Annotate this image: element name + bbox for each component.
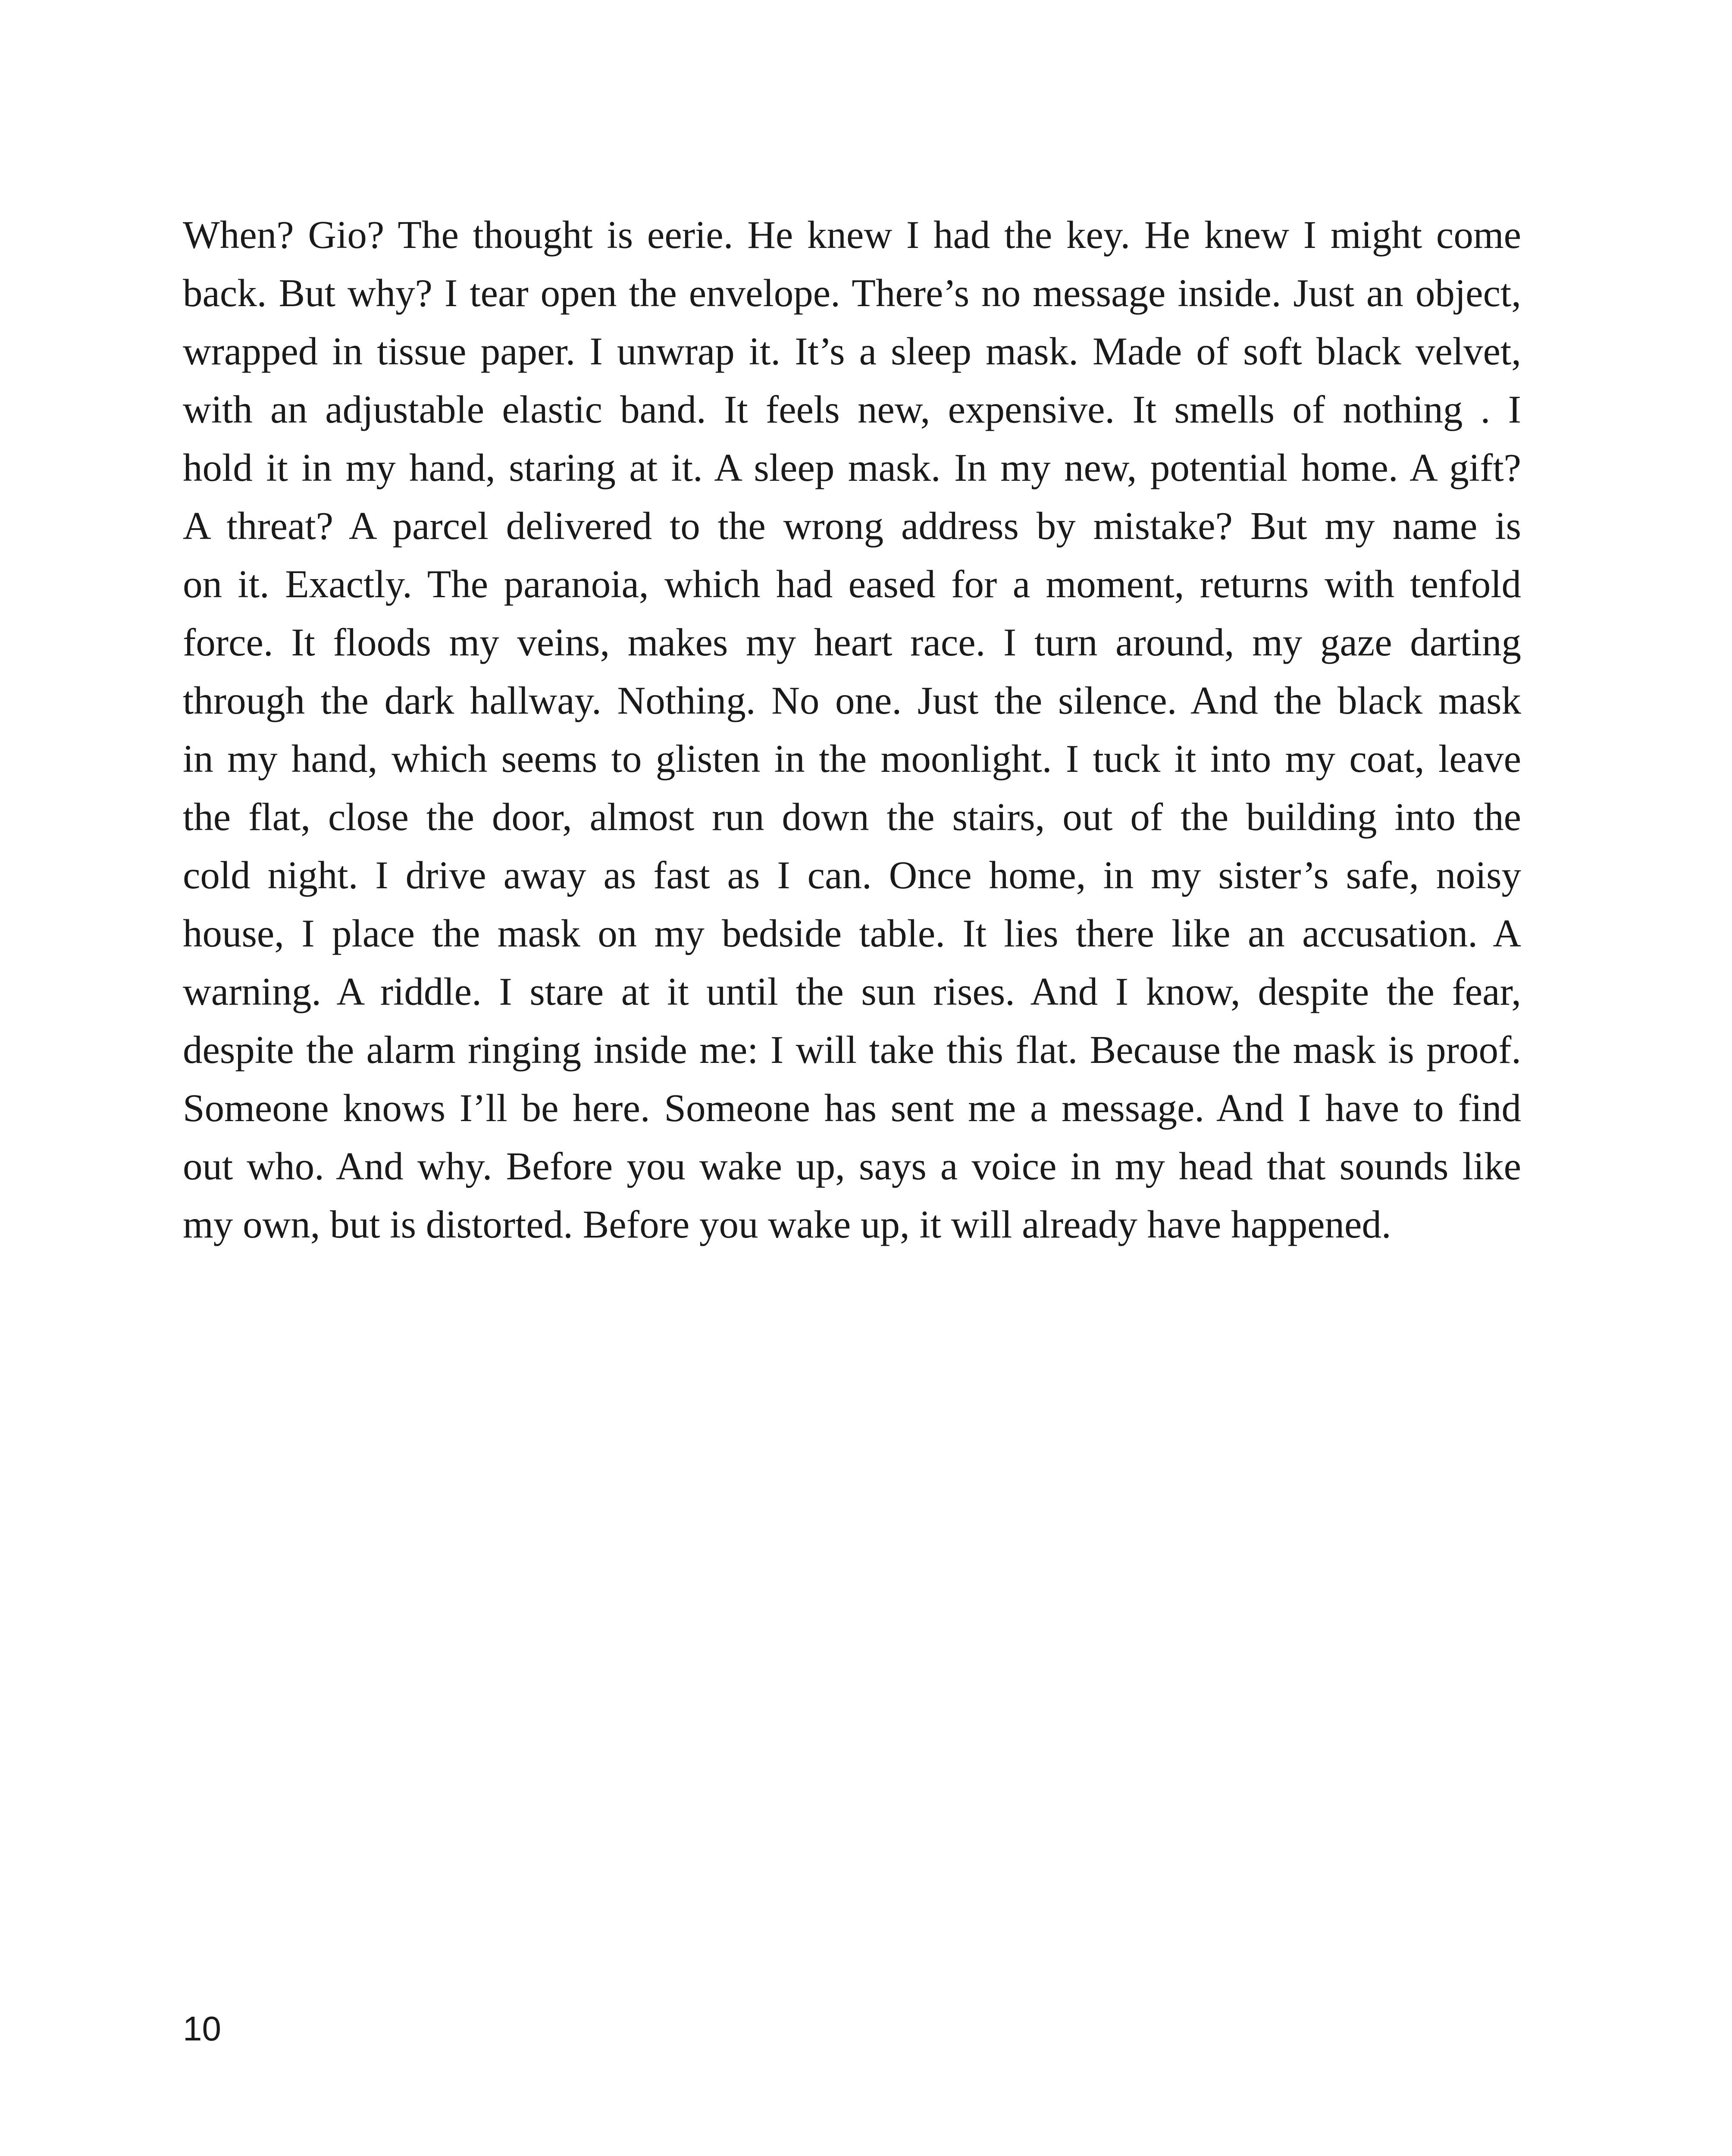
paragraph-line: back. But why? I tear open the envelope. There’s no message inside. Just an object, [183, 271, 1521, 315]
paragraph-line: wrapped in tissue paper. I unwrap it. It’s a sleep mask. Made of soft black velvet, [183, 329, 1521, 373]
paragraph-line: the flat, close the door, almost run down the stairs, out of the building into the [183, 795, 1521, 839]
paragraph-line: warning. A riddle. I stare at it until the sun rises. And I know, despite the fear, [183, 970, 1521, 1013]
paragraph-line: on it. Exactly. The paranoia, which had eased for a moment, returns with tenfold [183, 562, 1521, 606]
paragraph-line: Someone knows I’ll be here. Someone has sent me a message. And I have to find [183, 1086, 1521, 1130]
paragraph-line: When? Gio? The thought is eerie. He knew I had the key. He knew I might come [183, 213, 1521, 257]
paragraph-line: through the dark hallway. Nothing. No one. Just the silence. And the black mask [183, 679, 1521, 722]
paragraph-line: house, I place the mask on my bedside table. It lies there like an accusation. A [183, 912, 1521, 955]
paragraph-line: hold it in my hand, staring at it. A sleep mask. In my new, potential home. A gift? [183, 446, 1521, 489]
paragraph-line: A threat? A parcel delivered to the wrong address by mistake? But my name is [183, 504, 1521, 548]
paragraph-line: cold night. I drive away as fast as I can. Once home, in my sister’s safe, noisy [183, 853, 1521, 897]
paragraph-line: force. It floods my veins, makes my heart race. I turn around, my gaze darting [183, 620, 1521, 664]
body-paragraph [183, 206, 1521, 1253]
paragraph-line: despite the alarm ringing inside me: I will take this flat. Because the mask is proof. [183, 1028, 1521, 1072]
paragraph-line: my own, but is distorted. Before you wake up, it will already have happened. [183, 1203, 1391, 1246]
page-number: 10 [183, 2009, 221, 2048]
paragraph-line: out who. And why. Before you wake up, says a voice in my head that sounds like [183, 1144, 1521, 1188]
paragraph-line: in my hand, which seems to glisten in the moonlight. I tuck it into my coat, leave [183, 737, 1521, 780]
paragraph-line: with an adjustable elastic band. It feels new, expensive. It smells of nothing . I [183, 388, 1521, 431]
